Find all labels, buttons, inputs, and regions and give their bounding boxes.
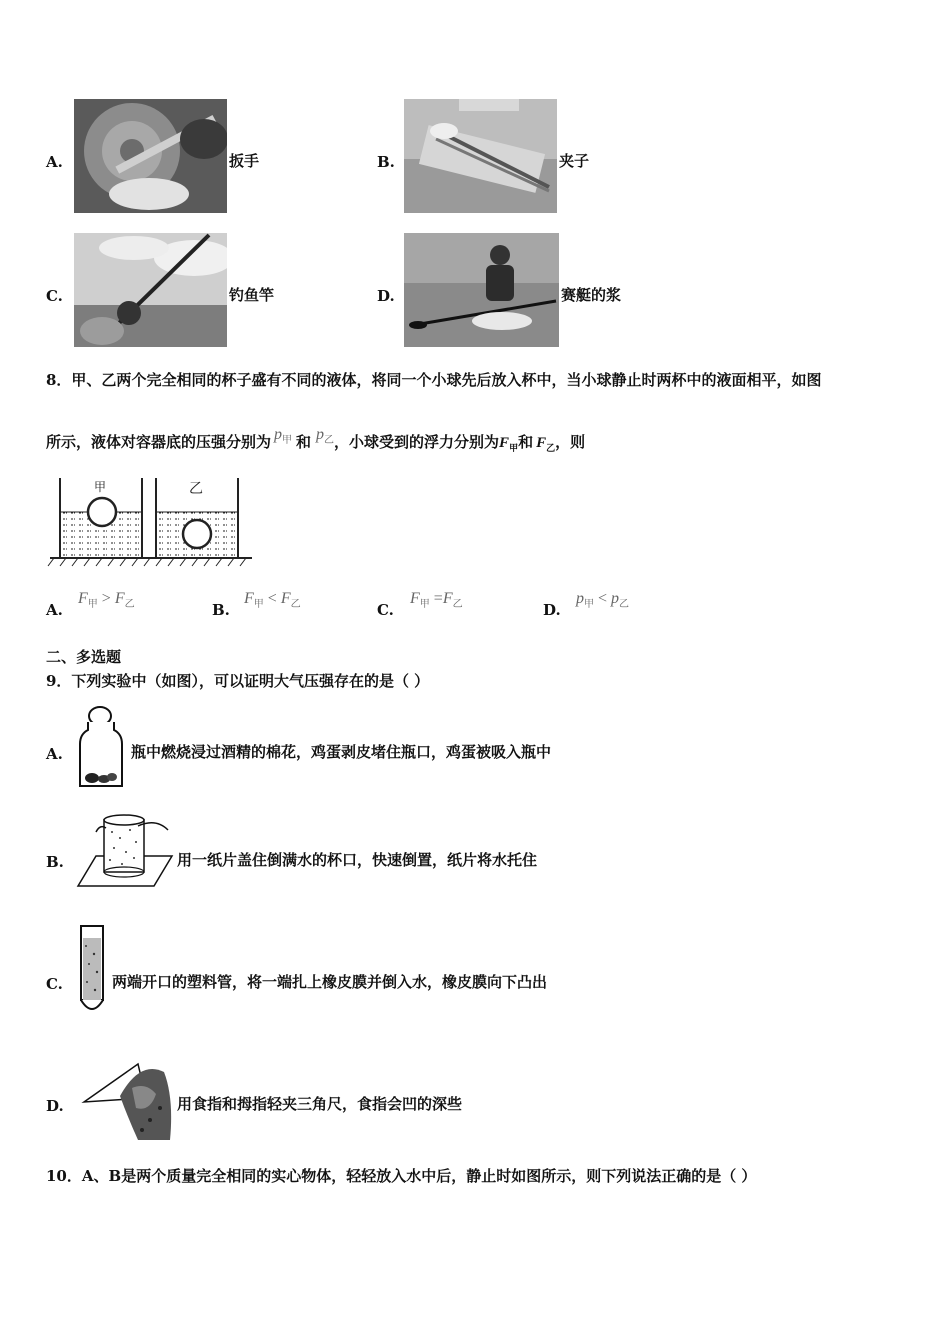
q9-option-c-letter: C. xyxy=(46,975,63,993)
fishing-rod-photo xyxy=(74,233,227,347)
q8-option-b-rsub: 乙 xyxy=(290,599,301,611)
q8-option-b-rhs: F xyxy=(280,590,291,607)
triangle-ruler-figure xyxy=(80,1058,174,1142)
q8-p-jia xyxy=(274,426,293,447)
q8-p-yi-symbol: p xyxy=(316,426,325,443)
q9-option-b-text: 用一纸片盖住倒满水的杯口，快速倒置，纸片将水托住 xyxy=(177,851,538,869)
q8-option-c-op: = xyxy=(429,590,443,607)
bottle-egg-figure xyxy=(76,706,126,790)
q8-option-a-lhs: F xyxy=(78,590,88,607)
q7-option-a-letter: A. xyxy=(46,153,63,171)
q8-option-a-letter: A. xyxy=(46,601,63,619)
q9-stem: 9．下列实验中（如图），可以证明大气压强存在的是（ ） xyxy=(46,672,430,690)
q8-option-c-rsub: 乙 xyxy=(452,599,463,611)
tongs-photo xyxy=(404,99,557,213)
q8-option-a-op: > xyxy=(97,590,115,607)
cup-paper-figure xyxy=(76,812,176,890)
q8-F-yi-symbol: F xyxy=(536,435,547,451)
q8-stem-line2-text-b: ，小球受到的浮力分别为 xyxy=(334,433,500,451)
q7-option-c-letter: C. xyxy=(46,287,63,305)
q7-option-d-caption: 赛艇的浆 xyxy=(561,286,622,304)
q9-option-d-letter: D. xyxy=(46,1097,64,1115)
q9-option-a-text: 瓶中燃烧浸过酒精的棉花，鸡蛋剥皮堵住瓶口，鸡蛋被吸入瓶中 xyxy=(131,743,552,761)
q8-option-c-rhs: F xyxy=(442,590,453,607)
q8-option-d-letter: D. xyxy=(543,601,561,619)
q9-option-b-letter: B. xyxy=(46,853,64,871)
q9-option-c-text: 两端开口的塑料管，将一端扎上橡皮膜并倒入水，橡皮膜向下凸出 xyxy=(112,973,548,991)
q8-option-a-rsub: 乙 xyxy=(124,599,135,611)
cup1-label: 甲 xyxy=(94,480,107,494)
q8-p-yi-sub: 乙 xyxy=(324,435,335,447)
q7-option-c-caption: 钓鱼竿 xyxy=(229,286,275,304)
q7-option-a-caption: 扳手 xyxy=(229,152,260,170)
q8-F-jia-sub: 甲 xyxy=(509,444,519,454)
q8-option-d-formula xyxy=(576,590,629,610)
q8-option-d-rsub: 乙 xyxy=(619,599,630,611)
q8-option-a-rhs: F xyxy=(114,590,125,607)
q8-p-jia-symbol: p xyxy=(274,426,283,443)
q8-option-c-lhs: F xyxy=(410,590,420,607)
q8-stem-line2-text-c: ，则 xyxy=(555,433,586,451)
q10-stem: 10．A、B是两个质量完全相同的实心物体，轻轻放入水中后，静止时如图所示，则下列说法正确的是（ ） xyxy=(46,1167,757,1185)
q8-option-a-formula xyxy=(78,590,135,610)
q8-option-d-lsub: 甲 xyxy=(584,599,594,611)
q8-option-d-lhs: p xyxy=(576,590,584,607)
q7-option-d-letter: D. xyxy=(377,287,395,305)
q8-option-b-letter: B. xyxy=(212,601,230,619)
q8-option-b-formula xyxy=(244,590,301,610)
q8-option-b-lhs: F xyxy=(244,590,254,607)
q8-p-jia-sub: 甲 xyxy=(282,435,293,447)
plastic-tube-figure xyxy=(76,924,108,1018)
q8-he: 和 xyxy=(296,433,312,451)
q8-F-jia-symbol: F xyxy=(499,435,510,451)
q8-option-b-op: < xyxy=(263,590,281,607)
q8-option-a-lsub: 甲 xyxy=(87,599,98,611)
q8-stem-line2 xyxy=(46,426,586,456)
q8-stem-line1: 8．甲、乙两个完全相同的杯子盛有不同的液体，将同一个小球先后放入杯中，当小球静止时两杯中的液面相平，如图 xyxy=(46,371,822,389)
q8-p-yi xyxy=(316,426,335,447)
q9-option-d-text: 用食指和拇指轻夹三角尺，食指会凹的深些 xyxy=(177,1095,463,1113)
q8-option-b-lsub: 甲 xyxy=(253,599,264,611)
q8-F-yi-sub: 乙 xyxy=(546,444,556,454)
kayak-paddle-photo xyxy=(404,233,559,347)
two-cups-figure xyxy=(46,474,258,570)
q8-stem-line2-text-a: 所示，液体对容器底的压强分别为 xyxy=(46,433,272,451)
cup2-label: 乙 xyxy=(189,481,203,497)
section-title: 二、多选题 xyxy=(46,648,122,666)
q8-option-c-formula xyxy=(410,590,463,610)
q7-option-b-caption: 夹子 xyxy=(559,152,590,170)
q8-option-c-letter: C. xyxy=(377,601,394,619)
q8-option-d-op: < xyxy=(594,590,612,607)
q8-option-d-rhs: p xyxy=(611,590,620,607)
q7-option-b-letter: B. xyxy=(377,153,395,171)
wrench-photo xyxy=(74,99,227,213)
q9-option-a-letter: A. xyxy=(46,745,63,763)
q8-option-c-lsub: 甲 xyxy=(419,599,430,611)
q8-he-2: 和 xyxy=(518,433,534,451)
